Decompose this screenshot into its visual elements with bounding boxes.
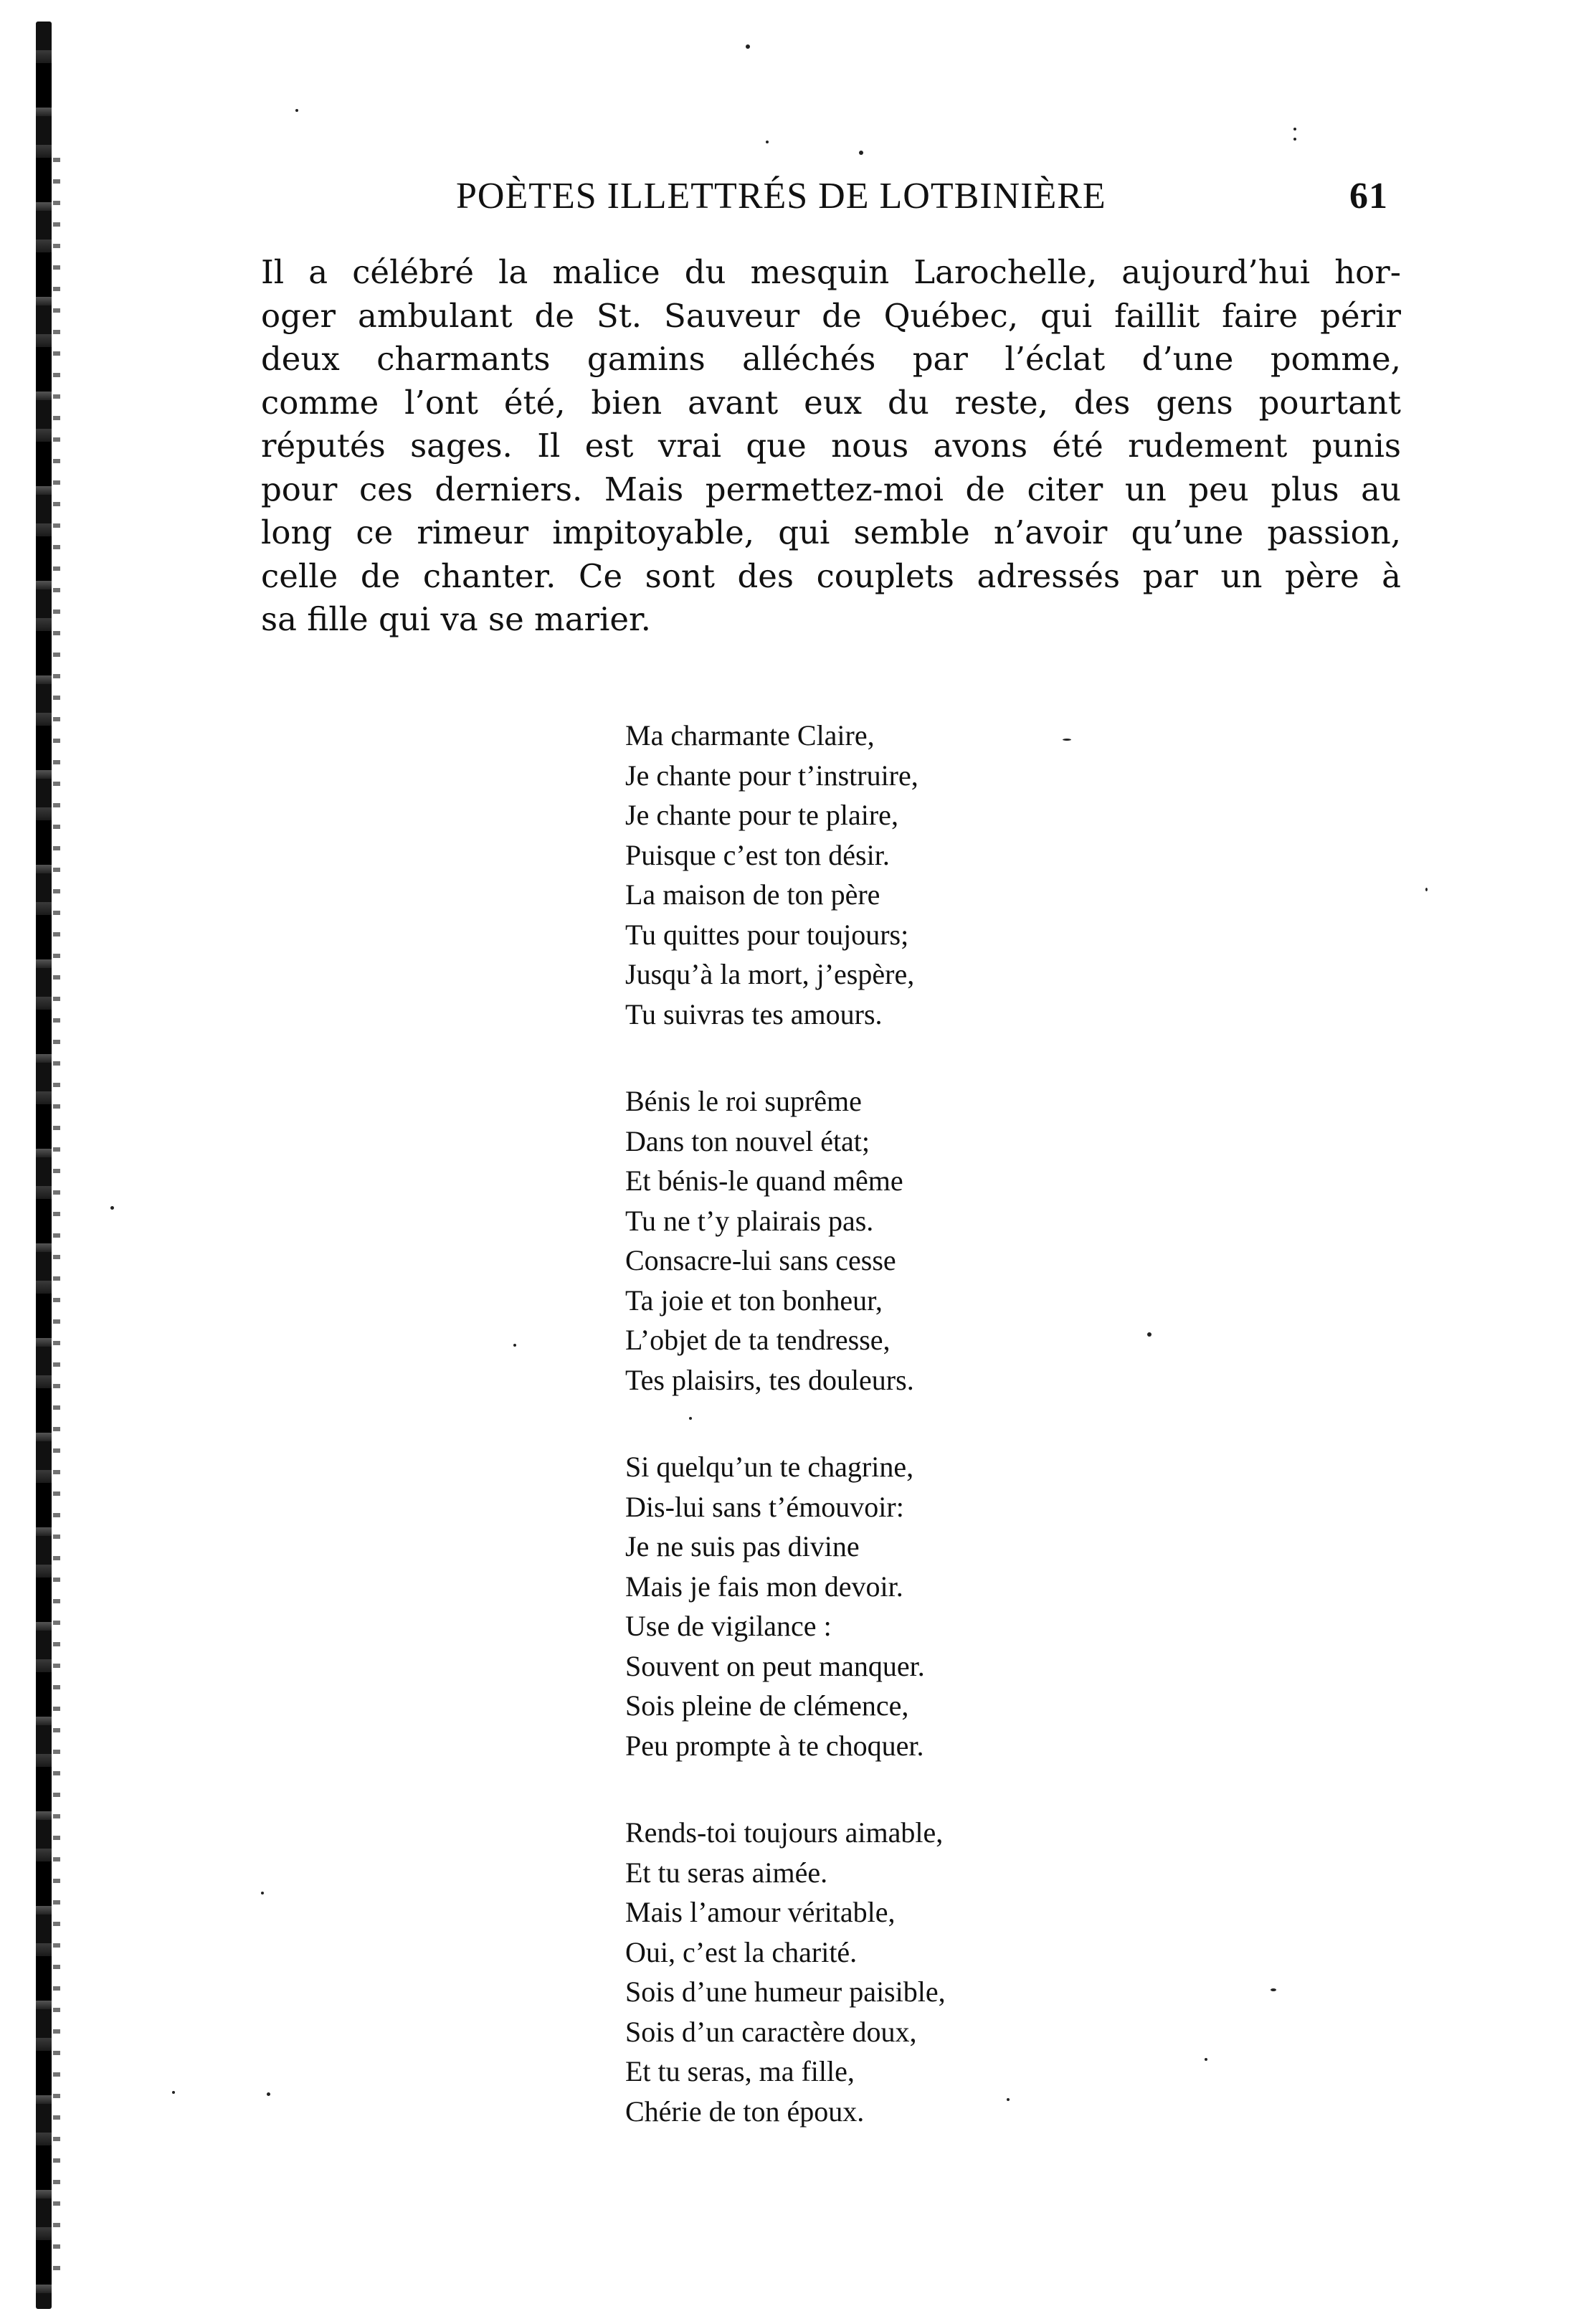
poem-verse: Sois d’une humeur paisible, [625, 1976, 946, 2008]
poem-verse: Je chante pour t’instruire, [625, 759, 918, 792]
scan-speck [261, 1892, 264, 1894]
prose-line: long ce rimeur impitoyable, qui semble n’avoir qu’une passion, [261, 513, 1401, 551]
poem [625, 716, 1127, 2131]
prose-line: oger ambulant de St. Sauveur de Québec, qui faillit faire périr [261, 296, 1401, 335]
poem-verse: Et bénis-le quand même [625, 1165, 903, 1197]
poem-stanza [625, 716, 1127, 1034]
prose-line: celle de chanter. Ce sont des couplets adressés par un père à [261, 556, 1401, 595]
poem-verse: Peu prompte à te choquer. [625, 1729, 924, 1762]
poem-verse: Je chante pour te plaire, [625, 799, 898, 831]
poem-verse: Je ne suis pas divine [625, 1530, 860, 1562]
poem-verse: Souvent on peut manquer. [625, 1649, 925, 1682]
poem-verse: Si quelqu’un te chagrine, [625, 1451, 914, 1483]
poem-verse: Tu ne t’y plairais pas. [625, 1204, 874, 1237]
scan-speck [1147, 1332, 1151, 1337]
poem-verse: Sois pleine de clémence, [625, 1689, 909, 1722]
scan-speck [746, 44, 750, 49]
poem-verse: Ma charmante Claire, [625, 719, 875, 751]
scan-speck [172, 2091, 175, 2094]
poem-verse: Et tu seras, ma fille, [625, 2055, 855, 2087]
poem-verse: Jusqu’à la mort, j’espère, [625, 958, 915, 990]
poem-stanza [625, 1447, 1127, 1765]
scan-speck [1271, 1988, 1276, 1991]
poem-verse: Mais je fais mon devoir. [625, 1570, 903, 1603]
scan-speck [1205, 2058, 1207, 2061]
scan-speck [1293, 128, 1296, 131]
poem-verse: La maison de ton père [625, 878, 880, 911]
scan-speck [766, 141, 769, 143]
prose-line: sa fille qui va se marier. [261, 600, 651, 638]
poem-verse: L’objet de ta tendresse, [625, 1324, 891, 1356]
running-head [456, 175, 1388, 225]
scan-speck [859, 151, 863, 155]
prose-line: réputés sages. Il est vrai que nous avons été rudement punis [261, 427, 1401, 465]
poem-verse: Sois d’un caractère doux, [625, 2015, 917, 2048]
scan-speck [1293, 138, 1296, 141]
poem-verse: Use de vigilance : [625, 1610, 832, 1642]
poem-stanza [625, 1081, 1127, 1400]
prose-line: pour ces derniers. Mais permettez-moi de citer un peu plus au [261, 470, 1401, 508]
poem-verse: Chérie de ton époux. [625, 2095, 865, 2128]
poem-verse: Tu quittes pour toujours; [625, 918, 909, 951]
poem-verse: Rends-toi toujours aimable, [625, 1816, 944, 1849]
poem-verse: Consacre-lui sans cesse [625, 1244, 896, 1276]
poem-verse: Mais l’amour véritable, [625, 1896, 896, 1928]
poem-verse: Tu suivras tes amours. [625, 997, 883, 1030]
scan-speck [513, 1344, 516, 1347]
prose-line: Il a célébré la malice du mesquin Larochelle, aujourd’hui hor- [261, 253, 1401, 291]
poem-verse: Puisque c’est ton désir. [625, 838, 890, 871]
poem-verse: Dis-lui sans t’émouvoir: [625, 1490, 904, 1523]
poem-verse: Et tu seras aimée. [625, 1856, 828, 1889]
running-title: POÈTES ILLETTRÉS DE LOTBINIÈRE [456, 176, 1106, 217]
prose-line: deux charmants gamins alléchés par l’éclat d’une pomme, [261, 340, 1401, 378]
scan-speck [1425, 888, 1428, 891]
prose-line: comme l’ont été, bien avant eux du reste, des gens pourtant [261, 383, 1401, 422]
poem-verse: Bénis le roi suprême [625, 1085, 862, 1117]
prose-paragraph [261, 251, 1401, 642]
poem-verse: Dans ton nouvel état; [625, 1124, 870, 1157]
poem-verse: Ta joie et ton bonheur, [625, 1284, 883, 1317]
poem-stanza [625, 1813, 1127, 2131]
scan-speck [295, 109, 298, 112]
poem-verse: Tes plaisirs, tes douleurs. [625, 1363, 914, 1396]
scan-speck [110, 1206, 114, 1210]
page-number: 61 [1349, 176, 1388, 217]
scan-speck [267, 2092, 270, 2096]
poem-verse: Oui, c’est la charité. [625, 1935, 858, 1968]
binding-shadow [53, 158, 60, 2273]
page-binding-edge [36, 22, 52, 2309]
